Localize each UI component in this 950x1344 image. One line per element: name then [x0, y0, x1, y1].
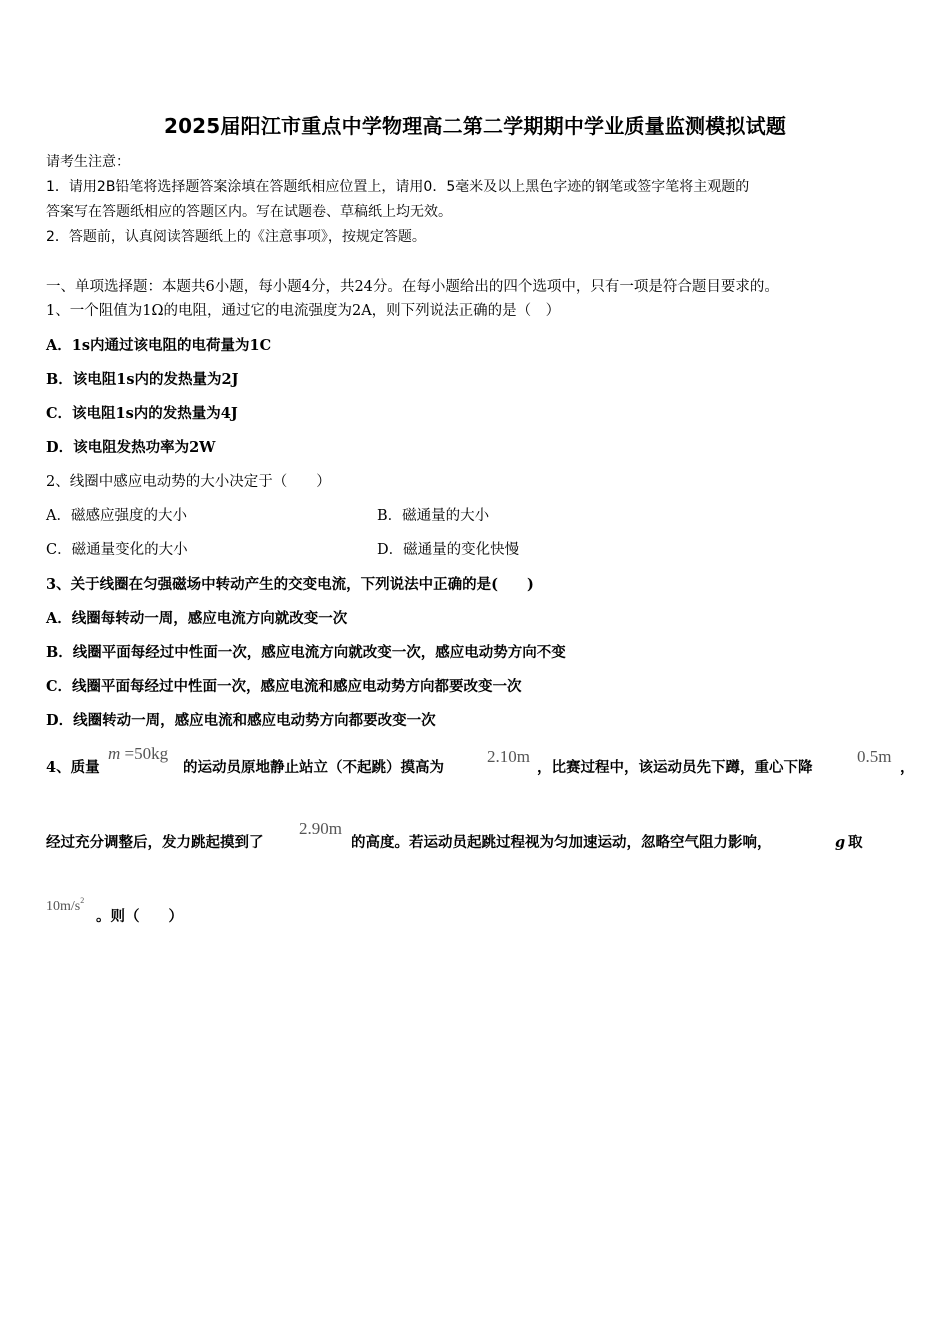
section-1-heading: 一、单项选择题：本题共6小题，每小题4分，共24分。在每小题给出的四个选项中，只有一项是符合题目要求的。: [46, 279, 779, 295]
question-3-option-c: C．线圈平面每经过中性面一次，感应电流和感应电动势方向都要改变一次: [46, 678, 522, 695]
gravity-exponent: 2: [80, 896, 85, 905]
question-2-stem: 2、线圈中感应电动势的大小决定于（ ）: [46, 474, 331, 490]
center-drop-distance: 0.5m: [857, 747, 892, 766]
question-3-option-a: A．线圈每转动一周，感应电流方向就改变一次: [46, 610, 348, 627]
jump-reach-height: 2.90m: [299, 819, 342, 838]
gravity-variable: g: [835, 834, 846, 851]
question-1-option-b: B．该电阻1s内的发热量为2J: [46, 371, 239, 388]
question-4-text-8: 。则（ ）: [96, 908, 183, 925]
standing-reach-height: 2.10m: [487, 747, 530, 766]
question-4-text-5: 经过充分调整后，发力跳起摸到了: [46, 834, 264, 851]
notice-heading: 请考生注意：: [46, 154, 130, 170]
question-2-option-c: C．磁通量变化的大小: [46, 542, 188, 558]
question-2-option-d: D．磁通量的变化快慢: [377, 542, 520, 558]
question-3-option-b: B．线圈平面每经过中性面一次，感应电流方向就改变一次，感应电动势方向不变: [46, 644, 566, 661]
question-4-text-3: ，比赛过程中，该运动员先下蹲，重心下降: [537, 759, 813, 776]
question-1-option-d: D．该电阻发热功率为2W: [46, 439, 216, 456]
question-4-text-2: 的运动员原地静止站立（不起跳）摸高为: [183, 759, 444, 776]
gravity-value: [46, 896, 84, 915]
question-2-option-a: A．磁感应强度的大小: [46, 508, 187, 524]
question-2-option-b: B．磁通量的大小: [377, 508, 490, 524]
question-3-stem: 3、关于线圈在匀强磁场中转动产生的交变电流，下列说法中正确的是( ): [46, 576, 534, 593]
notice-item-1-line-2: 答案写在答题纸相应的答题区内。写在试题卷、草稿纸上均无效。: [46, 204, 452, 220]
question-1-stem: 1、一个阻值为1Ω的电阻，通过它的电流强度为2A，则下列说法正确的是（ ）: [46, 303, 561, 319]
question-4-text-4: ，: [900, 759, 915, 776]
question-3-option-d: D．线圈转动一周，感应电流和感应电动势方向都要改变一次: [46, 712, 436, 729]
gravity-value-base: 10m/s: [46, 899, 81, 914]
page-title: 2025届阳江市重点中学物理高二第二学期期中学业质量监测模拟试题: [163, 114, 787, 138]
notice-item-1-line-1: 1．请用2B铅笔将选择题答案涂填在答题纸相应位置上，请用0．5毫米及以上黑色字迹的钢笔或签字笔将主观题的: [46, 179, 750, 195]
mass-variable: m: [108, 744, 121, 763]
question-1-option-c: C．该电阻1s内的发热量为4J: [46, 405, 238, 422]
question-1-option-a: A．1s内通过该电阻的电荷量为1C: [46, 337, 272, 354]
notice-item-2: 2．答题前，认真阅读答题纸上的《注意事项》，按规定答题。: [46, 229, 426, 245]
question-4-text-6: 的高度。若运动员起跳过程视为匀加速运动，忽略空气阻力影响，: [351, 834, 772, 851]
mass-value: =50kg: [124, 744, 169, 763]
question-4-text-7: 取: [848, 834, 863, 851]
question-4-text-1: 4、质量: [46, 759, 100, 776]
mass-formula: [108, 744, 168, 764]
